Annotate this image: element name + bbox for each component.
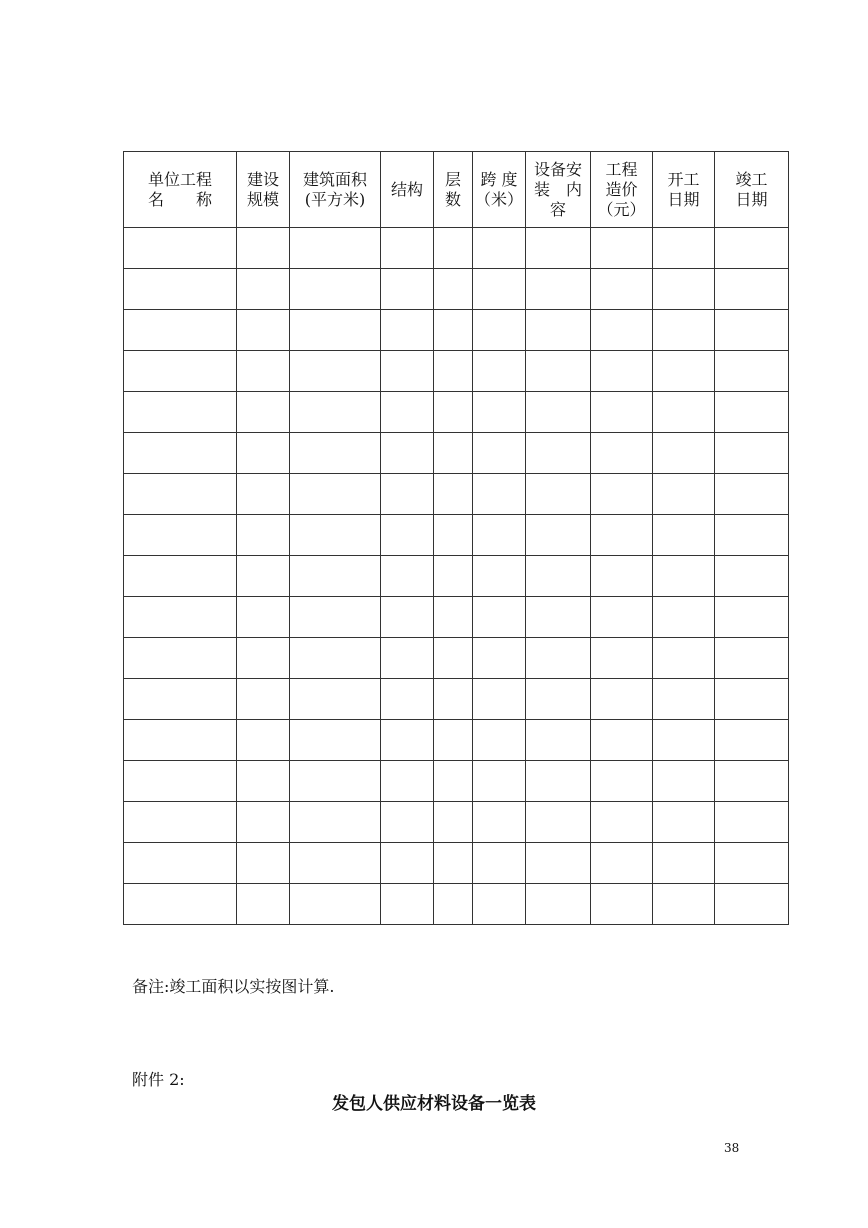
table-cell [526, 228, 591, 269]
table-cell [124, 597, 237, 638]
table-cell [290, 351, 381, 392]
table-cell [591, 433, 653, 474]
table-cell [715, 556, 789, 597]
table-cell [526, 515, 591, 556]
table-cell [124, 720, 237, 761]
project-schedule-table [123, 151, 789, 925]
table-cell [290, 884, 381, 925]
table-row [124, 433, 789, 474]
table-cell [526, 351, 591, 392]
table-cell [290, 228, 381, 269]
table-cell [526, 310, 591, 351]
table-cell [237, 433, 290, 474]
table-cell [237, 884, 290, 925]
table-cell [290, 720, 381, 761]
table-cell [237, 720, 290, 761]
table-cell [715, 679, 789, 720]
header-structure: 结构 [381, 152, 434, 228]
table-cell [591, 515, 653, 556]
table-cell [526, 843, 591, 884]
table-cell [381, 843, 434, 884]
table-cell [473, 310, 526, 351]
table-cell [653, 802, 715, 843]
table-cell [237, 228, 290, 269]
table-row [124, 556, 789, 597]
table-cell [715, 228, 789, 269]
header-construction-scale: 建设 规模 [237, 152, 290, 228]
table-cell [473, 679, 526, 720]
table-cell [237, 761, 290, 802]
attachment-label: 附件 2: [132, 1070, 185, 1089]
table-cell [715, 433, 789, 474]
table-cell [653, 720, 715, 761]
table-cell [290, 597, 381, 638]
table-cell [473, 843, 526, 884]
header-equipment-installation: 设备安 装 内 容 [526, 152, 591, 228]
table-cell [290, 556, 381, 597]
table-cell [715, 638, 789, 679]
table-cell [381, 474, 434, 515]
table-cell [434, 392, 473, 433]
table-cell [473, 884, 526, 925]
table-cell [526, 269, 591, 310]
section-title: 发包人供应材料设备一览表 [332, 1094, 536, 1114]
table-cell [526, 392, 591, 433]
header-project-cost: 工程 造价 （元） [591, 152, 653, 228]
table-row [124, 597, 789, 638]
table-footnote: 备注:竣工面积以实按图计算. [132, 977, 335, 996]
table-cell [434, 638, 473, 679]
table-cell [237, 802, 290, 843]
table-row [124, 474, 789, 515]
table-cell [290, 310, 381, 351]
table-cell [434, 228, 473, 269]
table-cell [434, 843, 473, 884]
table-cell [124, 310, 237, 351]
table-cell [237, 269, 290, 310]
table-cell [715, 720, 789, 761]
table-cell [434, 433, 473, 474]
table-cell [591, 638, 653, 679]
table-cell [653, 761, 715, 802]
table-cell [434, 556, 473, 597]
table-cell [434, 351, 473, 392]
table-cell [381, 228, 434, 269]
table-cell [124, 884, 237, 925]
table-cell [473, 556, 526, 597]
table-row [124, 843, 789, 884]
table-cell [381, 720, 434, 761]
table-cell [715, 884, 789, 925]
table-cell [290, 269, 381, 310]
table-cell [237, 310, 290, 351]
table-cell [653, 556, 715, 597]
table-cell [381, 269, 434, 310]
table-row [124, 679, 789, 720]
table-row [124, 802, 789, 843]
table-cell [715, 351, 789, 392]
table-cell [653, 310, 715, 351]
table-cell [381, 515, 434, 556]
table-cell [715, 802, 789, 843]
table-cell [473, 351, 526, 392]
table-cell [473, 515, 526, 556]
table-cell [653, 228, 715, 269]
table-cell [290, 515, 381, 556]
table-cell [381, 556, 434, 597]
table-cell [124, 761, 237, 802]
table-cell [526, 556, 591, 597]
table-cell [434, 884, 473, 925]
table-cell [591, 351, 653, 392]
table-cell [715, 597, 789, 638]
table-cell [591, 884, 653, 925]
table-cell [715, 474, 789, 515]
table-cell [124, 433, 237, 474]
table-cell [237, 556, 290, 597]
table-cell [653, 269, 715, 310]
table-row [124, 228, 789, 269]
table-cell [591, 310, 653, 351]
header-building-area: 建筑面积 (平方米) [290, 152, 381, 228]
header-start-date: 开工 日期 [653, 152, 715, 228]
table-cell [591, 556, 653, 597]
table-cell [434, 679, 473, 720]
table-cell [290, 433, 381, 474]
table-cell [591, 761, 653, 802]
table-cell [434, 474, 473, 515]
table-cell [715, 843, 789, 884]
table-cell [434, 761, 473, 802]
table-header-row [124, 152, 789, 228]
table-cell [653, 597, 715, 638]
table-cell [124, 269, 237, 310]
table-cell [124, 679, 237, 720]
table-cell [715, 310, 789, 351]
table-cell [473, 228, 526, 269]
table-cell [526, 638, 591, 679]
table-cell [124, 474, 237, 515]
table-cell [715, 392, 789, 433]
table-cell [526, 433, 591, 474]
table-cell [715, 515, 789, 556]
table-cell [473, 802, 526, 843]
table-cell [290, 843, 381, 884]
table-cell [290, 802, 381, 843]
table-cell [434, 515, 473, 556]
table-cell [653, 638, 715, 679]
table-cell [237, 638, 290, 679]
table-cell [653, 474, 715, 515]
table-cell [237, 351, 290, 392]
table-cell [653, 392, 715, 433]
table-cell [591, 802, 653, 843]
table-cell [290, 638, 381, 679]
table-cell [237, 515, 290, 556]
table-cell [124, 638, 237, 679]
table-cell [434, 597, 473, 638]
table-cell [290, 761, 381, 802]
table-cell [381, 802, 434, 843]
table-cell [124, 228, 237, 269]
table-row [124, 310, 789, 351]
table-cell [237, 679, 290, 720]
table-cell [715, 269, 789, 310]
table-cell [526, 761, 591, 802]
table-cell [124, 802, 237, 843]
page-number: 38 [724, 1141, 740, 1155]
header-floors: 层 数 [434, 152, 473, 228]
table-cell [473, 269, 526, 310]
table-cell [381, 310, 434, 351]
table-cell [473, 392, 526, 433]
table-cell [591, 269, 653, 310]
table-cell [434, 310, 473, 351]
table-cell [381, 884, 434, 925]
table-row [124, 515, 789, 556]
table-cell [381, 351, 434, 392]
table-row [124, 884, 789, 925]
table-cell [715, 761, 789, 802]
table-row [124, 392, 789, 433]
table-cell [526, 802, 591, 843]
table-cell [526, 597, 591, 638]
table-cell [526, 679, 591, 720]
table-cell [473, 638, 526, 679]
table-row [124, 638, 789, 679]
table-cell [591, 392, 653, 433]
table-row [124, 720, 789, 761]
table-row [124, 269, 789, 310]
table-cell [381, 638, 434, 679]
table-cell [591, 228, 653, 269]
header-unit-project-name: 单位工程 名 称 [124, 152, 237, 228]
table-cell [473, 433, 526, 474]
table-cell [290, 679, 381, 720]
table-cell [591, 843, 653, 884]
table-cell [473, 761, 526, 802]
table-cell [591, 720, 653, 761]
table-cell [124, 351, 237, 392]
table-cell [124, 392, 237, 433]
table-cell [591, 679, 653, 720]
table-cell [124, 556, 237, 597]
table-cell [653, 433, 715, 474]
table-cell [237, 392, 290, 433]
table-cell [653, 515, 715, 556]
table-cell [591, 597, 653, 638]
table-cell [434, 269, 473, 310]
table-cell [237, 843, 290, 884]
table-cell [653, 884, 715, 925]
table-cell [381, 392, 434, 433]
table-row [124, 761, 789, 802]
table-cell [237, 474, 290, 515]
table-cell [591, 474, 653, 515]
table-cell [653, 351, 715, 392]
table-cell [526, 720, 591, 761]
table-cell [653, 679, 715, 720]
table-cell [526, 884, 591, 925]
table-cell [381, 679, 434, 720]
table-cell [290, 474, 381, 515]
table-cell [381, 597, 434, 638]
table-cell [434, 720, 473, 761]
table-cell [473, 720, 526, 761]
table-cell [124, 843, 237, 884]
table-cell [381, 761, 434, 802]
table-cell [526, 474, 591, 515]
table-cell [473, 474, 526, 515]
table-cell [434, 802, 473, 843]
table-cell [473, 597, 526, 638]
table-cell [653, 843, 715, 884]
header-span: 跨 度 （米） [473, 152, 526, 228]
table-cell [237, 597, 290, 638]
table-cell [381, 433, 434, 474]
header-completion-date: 竣工 日期 [715, 152, 789, 228]
table-row [124, 351, 789, 392]
table-cell [290, 392, 381, 433]
table-cell [124, 515, 237, 556]
